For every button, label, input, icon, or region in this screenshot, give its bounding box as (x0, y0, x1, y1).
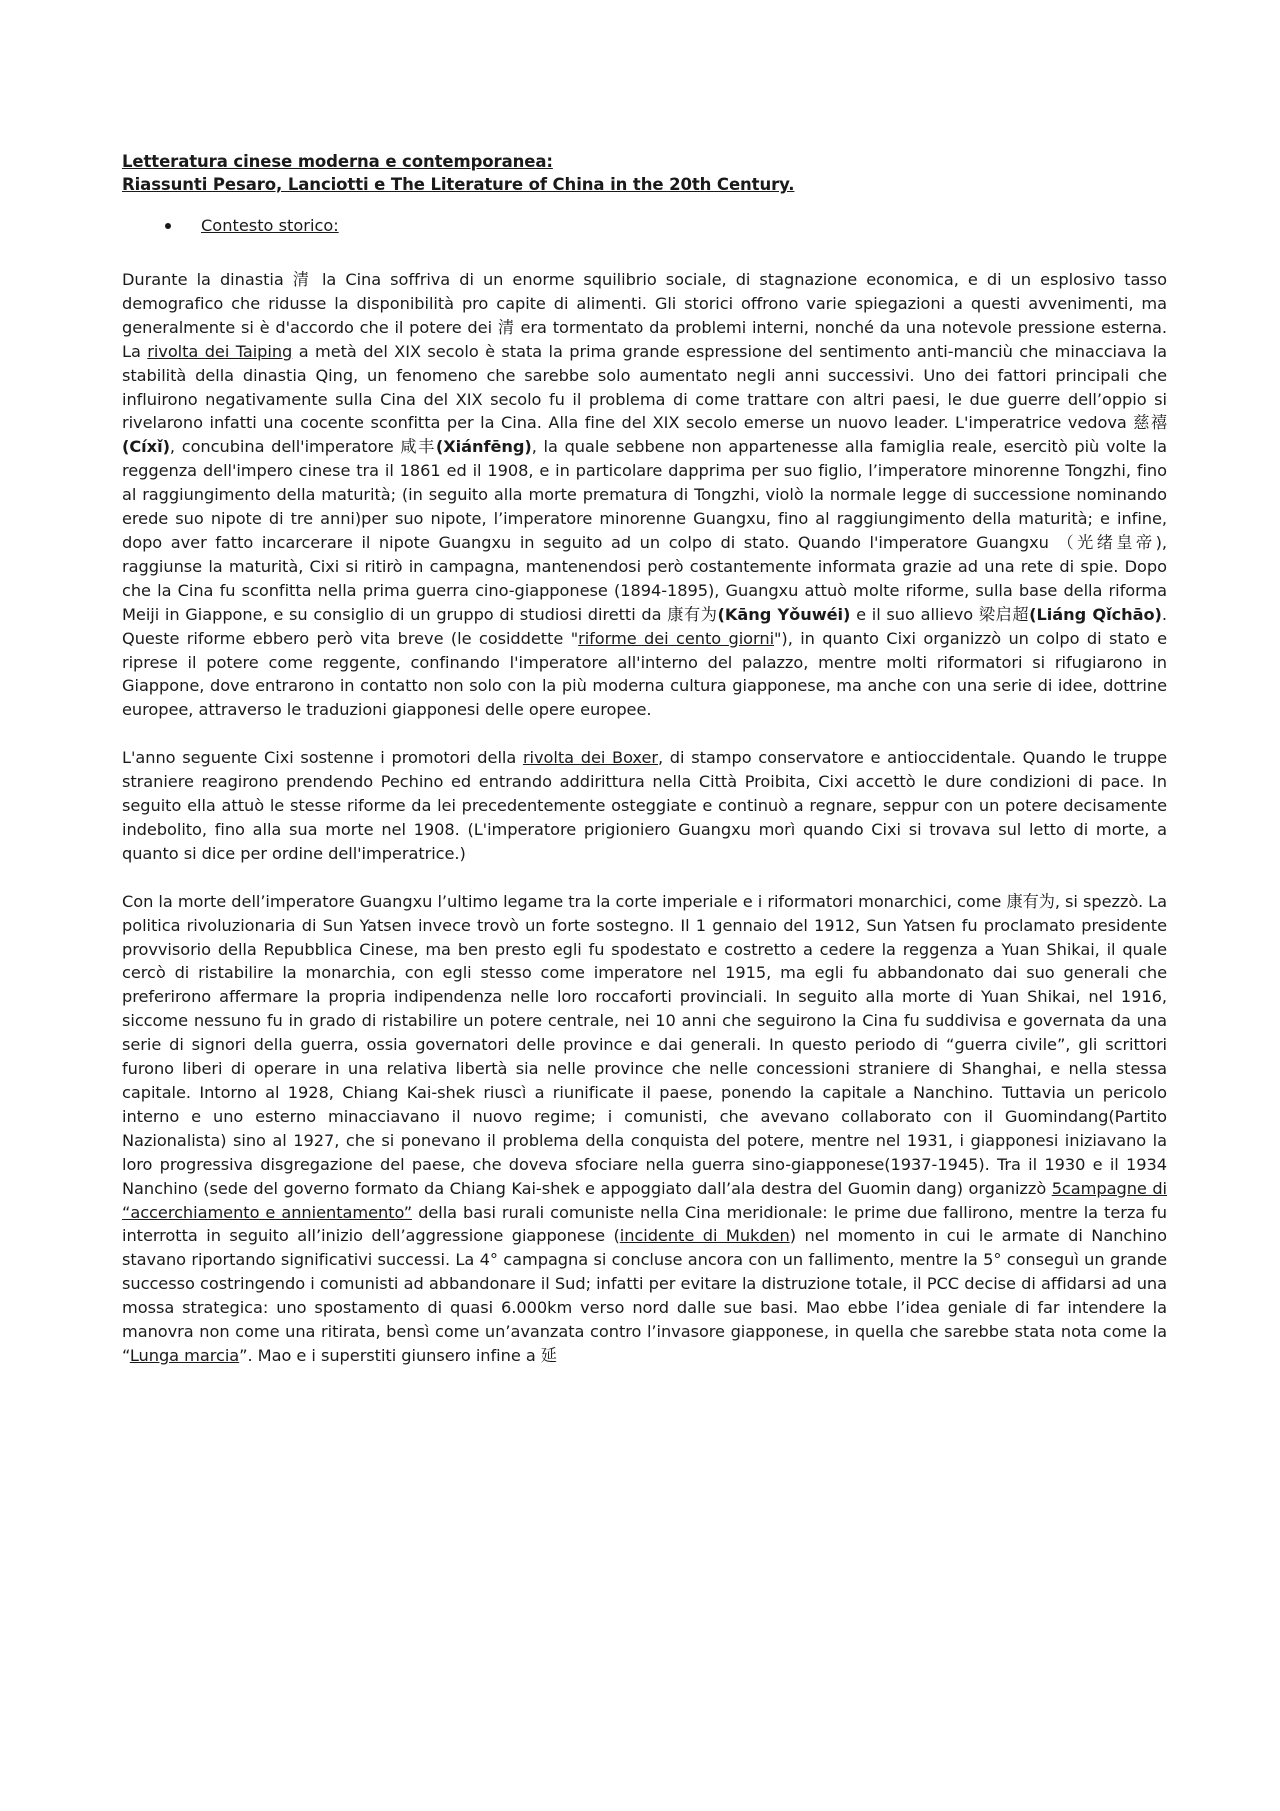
text-run: ), raggiunse la maturità, Cixi si ritirò in campagna, mantenendosi però costantemente informata grazie ad una rete di spie. Dopo che la Cina fu sconfitta nella prima guerra cino-giapponese (1894-1895), Guangxu attuò molte riforme, sulla base della riforma Meiji in Giappone, e su consiglio di un gruppo di studiosi diretti da (122, 532, 1168, 624)
paragraph-2 (122, 746, 1167, 866)
chinese-text: 咸丰 (400, 437, 436, 457)
text-run: Durante la dinastia (122, 270, 293, 289)
text-run: , concubina dell'imperatore (169, 437, 401, 457)
bold-pinyin: (Cíxǐ) (122, 437, 170, 457)
text-run: . Queste riforme ebbero però vita breve (le cosiddette " (122, 604, 1168, 648)
paragraph-1 (122, 268, 1167, 722)
bold-pinyin: (Xiánfēng) (435, 437, 532, 457)
document-title-line-1: Letteratura cinese moderna e contemporanea: (122, 152, 553, 171)
chinese-text: （光绪皇帝 (1057, 532, 1156, 552)
text-run: ”. Mao e i superstiti giunsero infine a (239, 1345, 541, 1365)
chinese-text: 清 (497, 317, 515, 337)
text-run: , si spezzò. La politica rivoluzionaria di Sun Yatsen invece trovò un forte sostegno. Il 1 gennaio del 1912, Sun Yatsen fu proclamato presidente provvisorio della Repubblica Cinese, ma ben presto egli fu spodestato e costretto a cedere la reggenza a Yuan Shikai, il quale cercò di ristabilire la monarchia, con egli stesso come imperatore nel 1915, ma egli fu abbandonato dai suo generali che preferirono affermare la propria indipendenza nelle loro roccaforti provinciali. In seguito alla morte di Yuan Shikai, nel 1916, siccome nessuno fu in grado di ristabilire un potere centrale, nei 10 anni che seguirono la Cina fu suddivisa e governata da una serie di signori della guerra, ossia governatori delle province e dai generali. In questo periodo di “guerra civile”, gli scrittori furono liberi di operare in una relativa libertà sia nelle province che nelle concessioni straniere di Shanghai, e nella stessa capitale. Intorno al 1928, Chiang Kai-shek riuscì a riunificate il paese, ponendo la capitale a Nanchino. Tuttavia un pericolo interno e uno esterno minacciavano il nuovo regime; i comunisti, che avevano collaborato con il Guomindang(Partito Nazionalista) sino al 1927, che si ponevano il problema della conquista del potere, mentre nel 1931, i giapponesi iniziavano la loro progressiva disgregazione del paese, che doveva sfociare nella guerra sino-giapponese(1937-1945). Tra il 1930 e il 1934 Nanchino (sede del governo formato da Chiang Kai-shek e appoggiato dall’ala destra del Guomin dang) organizzò (122, 891, 1167, 1198)
underlined-link-text[interactable]: rivolta dei Boxer (522, 748, 658, 768)
chinese-text: 康有为 (667, 604, 718, 624)
text-run: della basi rurali comuniste nella Cina meridionale: le prime due fallirono, mentre la terza fu interrotta in seguito all’inizio dell’aggressione giapponese ( (122, 1202, 1168, 1246)
text-run: ) nel momento in cui le armate di Nanchino stavano riportando significativi successi. La 4° campagna si concluse ancora con un fallimento, mentre la 5° conseguì un grande successo costringendo i comunisti ad abbandonare il Sud; infatti per evitare la distruzione totale, il PCC decise di affidarsi ad una mossa strategica: uno spostamento di quasi 6.000km verso nord dalle sue basi. Mao ebbe l’idea geniale di far intendere la manovra non come una ritirata, bensì come un’avanzata contro l’invasore giapponese, in quella che sarebbe stata nota come la “ (122, 1226, 1167, 1365)
text-run: , la quale sebbene non appartenesse alla famiglia reale, esercitò più volte la reggenza dell'impero cinese tra il 1861 ed il 1908, e in particolare dapprima per suo figlio, l’imperatore minorenne Tongzhi, fino al raggiungimento della maturità; (in seguito alla morte prematura di Tongzhi, violò la normale legge di successione nominando erede suo nipote di tre anni)per suo nipote, l’imperatore minorenne Guangxu, fino al raggiungimento della maturità; e infine, dopo aver fatto incarcerare il nipote Guangxu in seguito ad un colpo di stato. Quando l'imperatore Guangxu (122, 437, 1168, 552)
chinese-text: 梁启超 (978, 604, 1030, 624)
text-run: a metà del XIX secolo è stata la prima grande espressione del sentimento anti-manciù che minacciava la stabilità della dinastia Qing, un fenomeno che sarebbe solo aumentato negli anni successivi. Uno dei fattori principali che influirono negativamente sulla Cina del XIX secolo fu il problema di come trattare con altri paesi, le due guerre dell’oppio si rivelarono infatti una cocente sconfitta per la Cina. Alla fine del XIX secolo emerse un nuovo leader. L'imperatrice vedova (122, 341, 1168, 433)
text-run: era tormentato da problemi interni, nonché da una notevole pressione esterna. La (122, 317, 1168, 361)
text-run: "), in quanto Cixi organizzò un colpo di stato e riprese il potere come reggente, confinando l'imperatore all'interno del palazzo, mentre molti riformatori si rifugiarono in Giappone, dove entrarono in contatto non solo con la più moderna cultura giapponese, ma anche con una serie di idee, dottrine europee, attraverso le traduzioni giapponesi delle opere europee. (122, 628, 1167, 720)
text-run: e il suo allievo (850, 604, 979, 624)
paragraph-3 (122, 890, 1167, 1368)
bullet-item (165, 214, 1167, 238)
bold-pinyin: (Kāng Yǒuwéi) (717, 604, 851, 624)
text-run: L'anno seguente Cixi sostenne i promotori della (122, 748, 523, 768)
text-run: , di stampo conservatore e antioccidentale. Quando le truppe straniere reagirono prendendo Pechino ed entrando addirittura nella Città Proibita, Cixi accettò le dure condizioni di pace. In seguito ella attuò le stesse riforme da lei precedentemente osteggiate e continuò a regnare, seppur con un potere decisamente indebolito, fino alla sua morte nel 1908. (L'imperatore prigioniero Guangxu morì quando Cixi si trovava sul letto di morte, a quanto si dice per ordine dell'imperatrice.) (122, 748, 1168, 863)
text-run: la Cina soffriva di un enorme squilibrio sociale, di stagnazione economica, e di un esplosivo tasso demografico che ridusse la disponibilità pro capite di alimenti. Gli storici offrono varie spiegazioni a questi avvenimenti, ma generalmente si è d'accordo che il potere dei (122, 270, 1167, 337)
bold-pinyin: (Liáng Qǐchāo) (1029, 604, 1162, 624)
chinese-text: 延 (540, 1345, 557, 1365)
bullet-label: Contesto storico: (201, 216, 339, 235)
underlined-link-text[interactable]: riforme dei cento giorni (578, 628, 775, 648)
bullet-dot-icon (165, 223, 171, 229)
chinese-text: 康有为 (1006, 891, 1055, 911)
document-page (122, 150, 1167, 1368)
underlined-link-text[interactable]: rivolta dei Taiping (147, 341, 293, 361)
underlined-link-text[interactable]: Lunga marcia (129, 1345, 240, 1365)
chinese-text: 慈禧 (1133, 413, 1167, 433)
text-run: Con la morte dell’imperatore Guangxu l’ultimo legame tra la corte imperiale e i riformatori monarchici, come (122, 891, 1007, 911)
document-title-line-2: Riassunti Pesaro, Lanciotti e The Literature of China in the 20th Century. (122, 175, 795, 194)
chinese-text: 清 (292, 270, 313, 289)
underlined-link-text[interactable]: incidente di Mukden (619, 1226, 790, 1246)
underlined-link-text[interactable]: 5campagne di “accerchiamento e annientamento” (122, 1178, 1167, 1222)
